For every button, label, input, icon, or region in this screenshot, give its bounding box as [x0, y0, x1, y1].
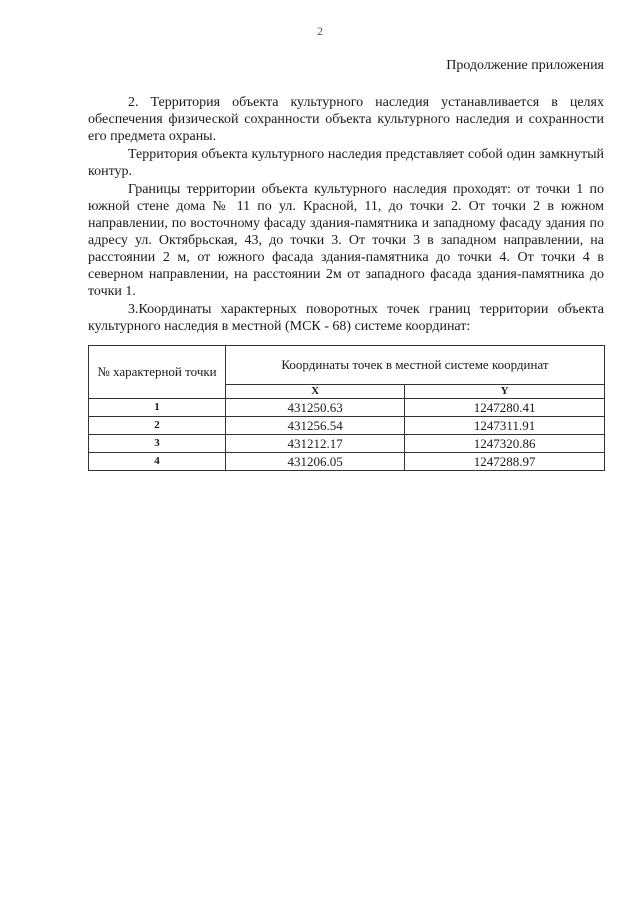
- appendix-heading: Продолжение приложения: [446, 58, 604, 73]
- coord-x: 431212.17: [226, 435, 405, 453]
- table-row: [89, 435, 605, 453]
- header-x: X: [226, 385, 405, 399]
- paragraph-territory: 2. Территория объекта культурного наследия устанавливается в целях обеспечения физической сохранности объекта культурного наследия и сохранности его предмета охраны.: [88, 95, 604, 144]
- point-number: 4: [89, 453, 226, 471]
- point-number: 2: [89, 417, 226, 435]
- header-point-number: № характерной точки: [89, 346, 226, 399]
- coord-x: 431250.63: [226, 399, 405, 417]
- document-body: [88, 94, 604, 336]
- coord-y: 1247280.41: [405, 399, 605, 417]
- paragraph-boundaries: Границы территории объекта культурного наследия проходят: от точки 1 по южной стене дома № 11 по ул. Красной, 11, до точки 2. От точки 2 в южном направлении, по восточному фасаду здания-памятника и западному фасаду здания по адресу ул. Октябрьская, 43, до точки 3. От точки 3 в западном направлении, на расстоянии 2 м, от южного фасада здания-памятника до точки 4. От точки 4 в северном направлении, на расстоянии 2м от западного фасада здания-памятника до точки 1.: [88, 182, 604, 299]
- page-number: 2: [317, 24, 323, 38]
- header-coordinates: Координаты точек в местной системе координат: [226, 346, 605, 385]
- table-row: [89, 417, 605, 435]
- header-y: Y: [405, 385, 605, 399]
- coordinates-table: [88, 345, 605, 471]
- point-number: 1: [89, 399, 226, 417]
- paragraph-coordinates-intro: 3.Координаты характерных поворотных точек границ территории объекта культурного наследия в местной (МСК - 68) системе координат:: [88, 302, 604, 334]
- coord-x: 431256.54: [226, 417, 405, 435]
- coord-y: 1247288.97: [405, 453, 605, 471]
- table-row: [89, 453, 605, 471]
- paragraph-contour: Территория объекта культурного наследия представляет собой один замкнутый контур.: [88, 147, 604, 179]
- coord-x: 431206.05: [226, 453, 405, 471]
- coord-y: 1247311.91: [405, 417, 605, 435]
- coord-y: 1247320.86: [405, 435, 605, 453]
- point-number: 3: [89, 435, 226, 453]
- table-row: [89, 399, 605, 417]
- table-header-row: [89, 346, 605, 385]
